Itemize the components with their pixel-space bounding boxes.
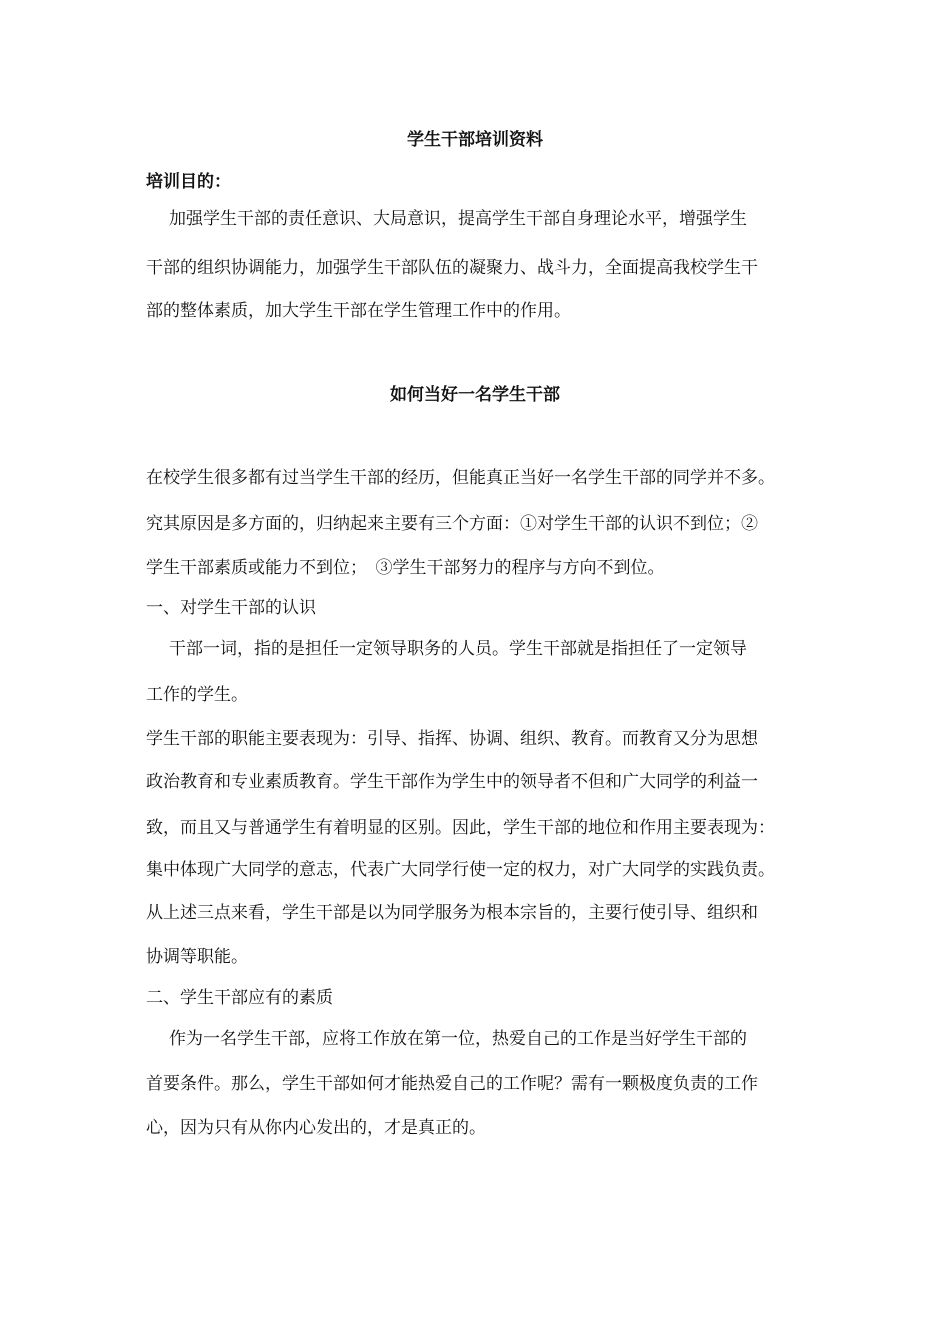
part1-line: 从上述三点来看，学生干部是以为同学服务为根本宗旨的，主要行使引导、组织和 [146, 903, 758, 923]
part1-line: 致，而且又与普通学生有着明显的区别。因此，学生干部的地位和作用主要表现为： [146, 818, 775, 838]
part1-line: 协调等职能。 [146, 947, 248, 967]
purpose-line: 加强学生干部的责任意识、大局意识，提高学生干部自身理论水平，增强学生 [169, 209, 747, 229]
intro-line: 究其原因是多方面的，归纳起来主要有三个方面：①对学生干部的认识不到位；② [146, 514, 758, 534]
purpose-heading: 培训目的： [146, 172, 231, 192]
document-title: 学生干部培训资料 [407, 130, 543, 150]
purpose-line: 干部的组织协调能力，加强学生干部队伍的凝聚力、战斗力，全面提高我校学生干 [146, 258, 758, 278]
part1-line: 学生干部的职能主要表现为：引导、指挥、协调、组织、教育。而教育又分为思想 [146, 729, 758, 749]
intro-line: 学生干部素质或能力不到位； ③学生干部努力的程序与方向不到位。 [146, 558, 665, 578]
part1-line: 工作的学生。 [146, 685, 248, 705]
purpose-line: 部的整体素质，加大学生干部在学生管理工作中的作用。 [146, 301, 571, 321]
part1-line: 集中体现广大同学的意志，代表广大同学行使一定的权力，对广大同学的实践负责。 [146, 860, 775, 880]
part2-line: 作为一名学生干部，应将工作放在第一位，热爱自己的工作是当好学生干部的 [169, 1029, 747, 1049]
section-title: 如何当好一名学生干部 [390, 385, 560, 405]
part2-line: 心，因为只有从你内心发出的，才是真正的。 [146, 1118, 486, 1138]
part2-heading: 二、学生干部应有的素质 [146, 988, 333, 1008]
intro-line: 在校学生很多都有过当学生干部的经历，但能真正当好一名学生干部的同学并不多。 [146, 468, 775, 488]
part1-heading: 一、对学生干部的认识 [146, 598, 316, 618]
part1-line: 干部一词，指的是担任一定领导职务的人员。学生干部就是指担任了一定领导 [169, 639, 747, 659]
part2-line: 首要条件。那么，学生干部如何才能热爱自己的工作呢？需有一颗极度负责的工作 [146, 1074, 758, 1094]
part1-line: 政治教育和专业素质教育。学生干部作为学生中的领导者不但和广大同学的利益一 [146, 772, 758, 792]
